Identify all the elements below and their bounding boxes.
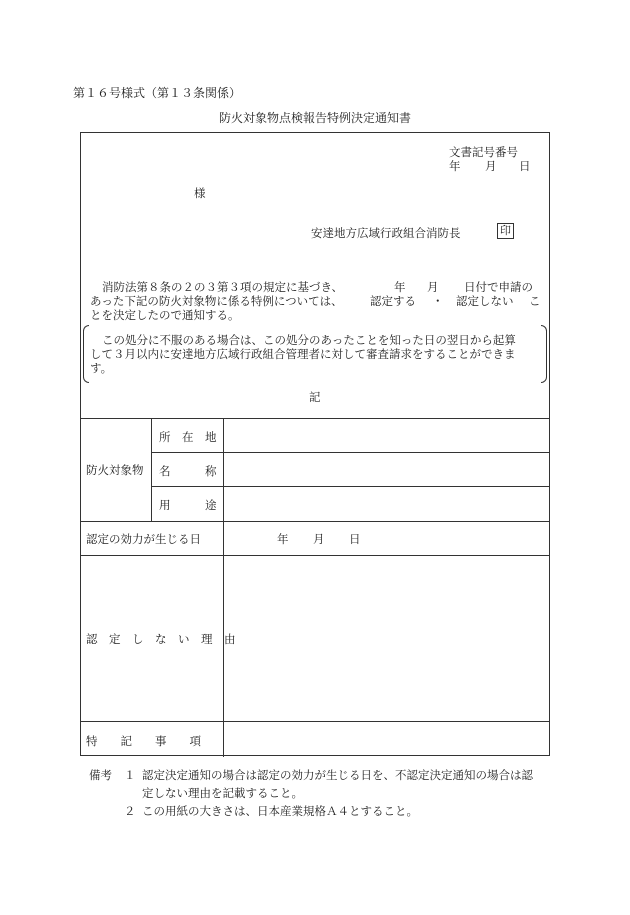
special-notes-label: 特 記 事 項 — [86, 734, 201, 748]
option-approve: 認定する — [370, 294, 416, 308]
effective-month: 月 — [313, 532, 325, 546]
form-frame — [80, 132, 550, 756]
option-separator: ・ — [432, 294, 444, 308]
body-line2-a: あった下記の防火対象物に係る特例については、 — [90, 294, 343, 308]
row-divider — [151, 452, 549, 453]
doc-number-label: 文書記号番号 — [449, 145, 518, 159]
use-label: 用 途 — [159, 498, 217, 512]
remark-number-2: ２ — [124, 804, 136, 818]
row-divider — [81, 521, 549, 522]
sender-name: 安達地方広域行政組合消防長 — [311, 226, 461, 240]
remarks-prefix: 備考 — [89, 768, 112, 782]
denial-reason-label: 認 定 し な い 理 由 — [86, 632, 236, 646]
body-line3: とを決定したので通知する。 — [90, 308, 240, 322]
effective-day: 日 — [349, 532, 361, 546]
remark-number-1: １ — [124, 768, 136, 782]
body-line2-b: こ — [529, 294, 541, 308]
body-line1-month: 月 — [427, 280, 439, 294]
row-divider — [81, 555, 549, 556]
seal-mark: 印 — [497, 223, 514, 239]
remark-1-line2: 定しない理由を記載すること。 — [142, 786, 303, 800]
appeal-line3: す。 — [90, 361, 113, 375]
doc-date-month: 月 — [485, 159, 497, 173]
appeal-line2: して３月以内に安達地方広域行政組合管理者に対して審査請求をすることができま — [90, 347, 516, 361]
option-deny: 認定しない — [456, 294, 514, 308]
ki-mark: 記 — [309, 390, 321, 404]
appeal-line1: この処分に不服のある場合は、この処分のあったことを知った日の翌日から起算 — [102, 333, 516, 347]
effective-date-label: 認定の効力が生じる日 — [86, 532, 201, 546]
col-divider — [223, 721, 224, 757]
remark-1-line1: 認定決定通知の場合は認定の効力が生じる日を、不認定決定通知の場合は認 — [142, 768, 533, 782]
doc-date-day: 日 — [519, 159, 531, 173]
appeal-bracket-right — [541, 325, 547, 383]
appeal-bracket-left — [83, 325, 89, 383]
row-divider — [81, 721, 549, 722]
name-label: 名 称 — [159, 464, 217, 478]
body-line1-year: 年 — [394, 280, 406, 294]
body-line1-b: 日付で申請の — [464, 280, 533, 294]
document-title: 防火対象物点検報告特例決定通知書 — [218, 111, 411, 125]
location-label: 所 在 地 — [159, 430, 217, 444]
doc-date-year: 年 — [449, 159, 461, 173]
body-line1-a: 消防法第８条の２の３第３項の規定に基づき、 — [102, 280, 344, 294]
remark-2-text: この用紙の大きさは、日本産業規格Ａ４とすること。 — [142, 804, 418, 818]
col-divider — [151, 418, 152, 521]
effective-year: 年 — [277, 532, 289, 546]
row-divider — [151, 486, 549, 487]
col-divider — [223, 418, 224, 755]
fire-target-label: 防火対象物 — [86, 463, 144, 477]
form-number: 第１６号様式（第１３条関係） — [73, 86, 242, 100]
addressee-honorific: 様 — [194, 186, 206, 200]
